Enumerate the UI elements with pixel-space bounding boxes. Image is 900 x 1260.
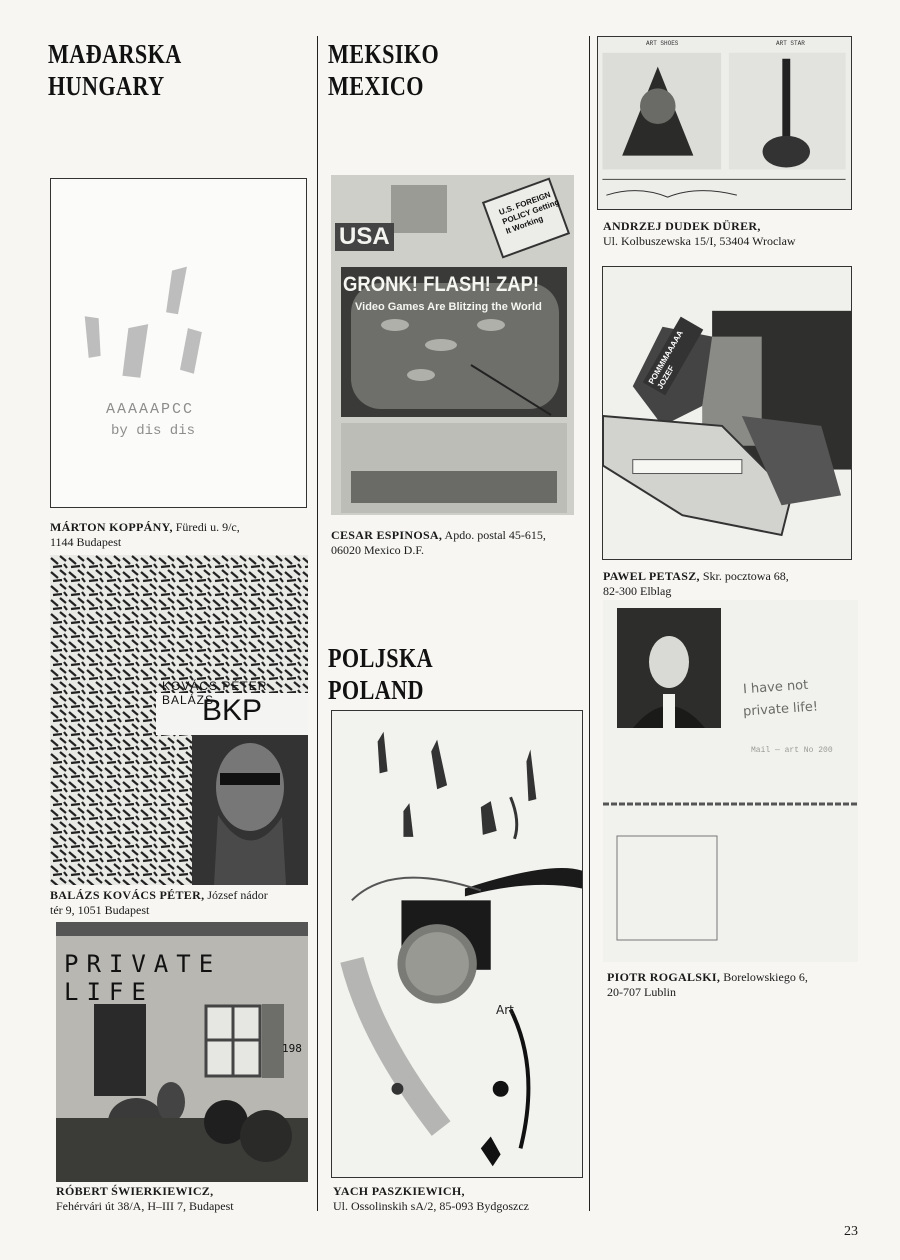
artwork-paszkiewich: [331, 710, 583, 1178]
artist-address: 82-300 Elblag: [603, 584, 672, 598]
artist-address: Ul. Ossolinskih sA/2, 85-093 Bydgoszcz: [333, 1199, 529, 1213]
section-heading-mexico: [328, 38, 439, 102]
column-divider-right: [589, 36, 590, 1211]
caption-swierkiewicz: [56, 1184, 316, 1214]
artist-address: József nádor: [204, 888, 268, 902]
artist-address: Borelowskiego 6,: [720, 970, 808, 984]
artist-name: BALÁZS KOVÁCS PÉTER,: [50, 888, 205, 902]
durer-header-left: ART SHOES: [646, 40, 679, 47]
petasz-burst: POMMMAAAAA JOZEF: [643, 317, 704, 396]
subline-text: Video Games Are Blitzing the World: [355, 301, 542, 313]
heading-line: HUNGARY: [48, 71, 165, 101]
artist-address: Ul. Kolbuszewska 15/I, 53404 Wroclaw: [603, 234, 796, 248]
heading-line: MEKSIKO: [328, 39, 440, 69]
artist-name: ANDRZEJ DUDEK DÜRER,: [603, 219, 761, 233]
section-heading-poland: [328, 642, 433, 706]
caption-espinosa: [331, 528, 581, 558]
artwork-kovacs: [50, 555, 308, 885]
kovacs-texture: [50, 555, 308, 885]
heading-line: POLJSKA: [328, 643, 433, 673]
photo-year: 198: [282, 1042, 302, 1055]
artist-address: 06020 Mexico D.F.: [331, 543, 425, 557]
mail-stamp: Mail — art No 200: [751, 746, 833, 755]
artwork-koppany: [50, 178, 307, 508]
section-heading-hungary: [48, 38, 182, 102]
artist-name: RÓBERT ŚWIERKIEWICZ,: [56, 1184, 214, 1198]
heading-line: MEXICO: [328, 71, 424, 101]
artist-address: Apdo. postal 45-615,: [442, 528, 546, 542]
artist-address: Füredi u. 9/c,: [172, 520, 240, 534]
artist-address: 1144 Budapest: [50, 535, 122, 549]
column-divider-left: [317, 36, 318, 1211]
durer-header-right: ART STAR: [776, 40, 805, 47]
artist-name: YACH PASZKIEWICH,: [333, 1184, 465, 1198]
stamp-text-line2: by dis dis: [111, 423, 196, 439]
kovacs-banner-text: KOVÁCS PÉTER BALÁZS: [162, 679, 268, 707]
artwork-petasz: [602, 266, 852, 560]
artist-name: MÁRTON KOPPÁNY,: [50, 520, 173, 534]
caption-petasz: [603, 569, 863, 599]
artist-name: CESAR ESPINOSA,: [331, 528, 443, 542]
scrawl-text: Art: [496, 1003, 514, 1017]
durer-collage: [598, 37, 851, 209]
caption-durer: [603, 219, 863, 249]
caption-rogalski: [607, 970, 862, 1000]
handwriting-line2: private life!: [742, 699, 819, 720]
artist-address: 20-707 Lublin: [607, 985, 676, 999]
handwriting-line1: I have not: [742, 677, 809, 698]
artist-address: Skr. pocztowa 68,: [699, 569, 789, 583]
artwork-espinosa: [331, 175, 574, 515]
kovacs-monogram: BKP: [202, 694, 263, 727]
caption-koppany: [50, 520, 310, 550]
stamp-text-line1: AAAAAPCC: [106, 401, 195, 418]
caption-kovacs: [50, 888, 310, 918]
artwork-durer: [597, 36, 852, 210]
headline-text: GRONK! FLASH! ZAP!: [343, 273, 540, 296]
artist-address: tér 9, 1051 Budapest: [50, 903, 150, 917]
heading-line: POLAND: [328, 675, 424, 705]
page-number: 23: [844, 1224, 858, 1239]
policy-badge: U.S. FOREIGN POLICY Getting It Working: [497, 189, 561, 236]
usa-text: USA: [335, 223, 394, 251]
artist-address: Fehérvári út 38/A, H–III 7, Budapest: [56, 1199, 234, 1213]
rogalski-postcard: [603, 600, 858, 962]
artist-name: PIOTR ROGALSKI,: [607, 970, 721, 984]
private-life-title: PRIVATE LIFE: [64, 950, 222, 1006]
artwork-rogalski: [603, 600, 858, 962]
paszkiewich-drawing: [332, 711, 582, 1177]
artist-name: PAWEL PETASZ,: [603, 569, 700, 583]
koppany-shapes: [51, 179, 306, 507]
heading-line: MAĐARSKA: [48, 39, 182, 69]
artwork-swierkiewicz: [56, 922, 308, 1182]
petasz-collage: [603, 267, 851, 559]
caption-paszkiewich: [333, 1184, 588, 1214]
